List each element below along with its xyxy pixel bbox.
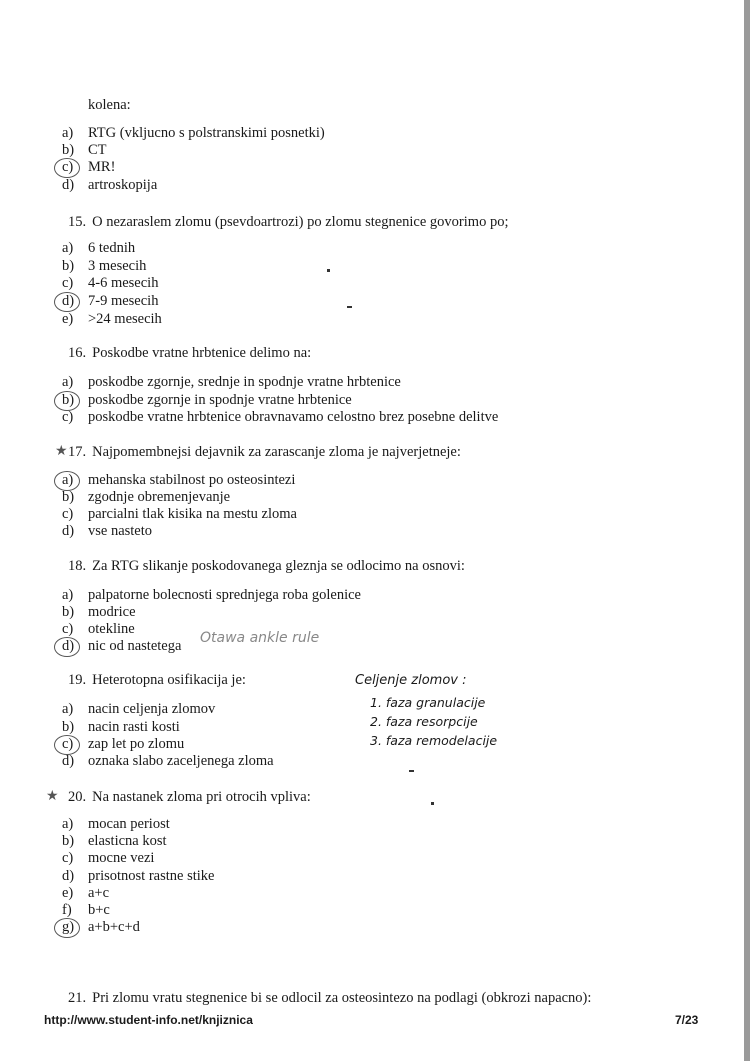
option-text: 4-6 mesecih	[88, 275, 159, 291]
option-letter: a)	[62, 816, 74, 832]
option-text: 7-9 mesecih	[88, 293, 159, 309]
option-text: elasticna kost	[88, 833, 167, 849]
question-text: Pri zlomu vratu stegnenice bi se odlocil za osteosintezo na podlagi (obkrozi napacno):	[92, 990, 592, 1006]
option-text: mocan periost	[88, 816, 170, 832]
option-text: prisotnost rastne stike	[88, 868, 215, 884]
option-text: nacin celjenja zlomov	[88, 701, 216, 717]
option-letter: c)	[62, 850, 74, 866]
option-letter: d)	[62, 753, 75, 769]
option-letter: d)	[62, 868, 75, 884]
question-19	[68, 671, 246, 689]
option-text: zgodnje obremenjevanje	[88, 489, 231, 505]
question-18	[68, 557, 465, 575]
option-letter: a)	[62, 240, 74, 256]
option-text: parcialni tlak kisika na mestu zloma	[88, 506, 297, 522]
option-text: 6 tednih	[88, 240, 136, 256]
option-text: artroskopija	[88, 177, 158, 193]
option-letter: a)	[62, 701, 74, 717]
option-letter: a)	[62, 374, 74, 390]
option-letter: d)	[62, 523, 75, 539]
option-text: RTG (vkljucno s polstranskimi posnetki)	[88, 125, 325, 141]
answer-circle-mark	[54, 292, 80, 312]
scan-speck	[347, 306, 352, 308]
option-text: a+b+c+d	[88, 919, 140, 935]
answer-circle-mark	[54, 158, 80, 178]
option-letter: c)	[62, 275, 74, 291]
option-letter: b)	[62, 392, 75, 408]
option-letter: b)	[62, 719, 75, 735]
option-letter: b)	[62, 258, 75, 274]
option-letter: c)	[62, 159, 74, 175]
answer-circle-mark	[54, 637, 80, 657]
continuation-text: kolena:	[88, 97, 131, 113]
option-text: MR!	[88, 159, 116, 175]
question-text: Za RTG slikanje poskodovanega gleznja se odlocimo na osnovi:	[92, 558, 465, 574]
option-text: palpatorne bolecnosti sprednjega roba golenice	[88, 587, 361, 603]
option-text: b+c	[88, 902, 110, 918]
option-letter: d)	[62, 293, 75, 309]
option-letter: b)	[62, 489, 75, 505]
star-mark-icon: ★	[55, 444, 68, 459]
page-number: 7/23	[675, 1013, 699, 1027]
scan-edge	[744, 0, 750, 1061]
option-text: nic od nastetega	[88, 638, 182, 654]
question-17	[68, 443, 461, 461]
question-text: Na nastanek zloma pri otrocih vpliva:	[92, 789, 311, 805]
handwritten-notes-title: Celjenje zlomov :	[355, 673, 467, 688]
question-16	[68, 344, 311, 362]
option-text: mocne vezi	[88, 850, 155, 866]
option-text: vse nasteto	[88, 523, 153, 539]
option-letter: c)	[62, 409, 74, 425]
option-text: poskodbe zgornje, srednje in spodnje vratne hrbtenice	[88, 374, 401, 390]
handwritten-note-line: 3. faza remodelacije	[370, 733, 498, 748]
option-text: oznaka slabo zaceljenega zloma	[88, 753, 274, 769]
scan-speck	[409, 770, 414, 772]
option-letter: d)	[62, 638, 75, 654]
question-20	[68, 788, 311, 806]
question-number: 18.	[68, 558, 87, 574]
handwritten-note-line: 2. faza resorpcije	[370, 714, 478, 729]
option-letter: a)	[62, 472, 74, 488]
option-text: poskodbe vratne hrbtenice obravnavamo celostno brez posebne delitve	[88, 409, 499, 425]
question-text: O nezaraslem zlomu (psevdoartrozi) po zlomu stegnenice govorimo po;	[92, 214, 509, 230]
option-letter: a)	[62, 125, 74, 141]
option-text: nacin rasti kosti	[88, 719, 180, 735]
option-letter: g)	[62, 919, 75, 935]
option-text: poskodbe zgornje in spodnje vratne hrbtenice	[88, 392, 352, 408]
option-letter: e)	[62, 311, 74, 327]
scan-speck	[431, 802, 434, 805]
option-letter: d)	[62, 177, 75, 193]
star-mark-icon: ★	[46, 789, 59, 804]
handwritten-note-line: 1. faza granulacije	[370, 695, 486, 710]
option-text: >24 mesecih	[88, 311, 162, 327]
option-letter: b)	[62, 604, 75, 620]
option-text: otekline	[88, 621, 135, 637]
question-text: Heterotopna osifikacija je:	[92, 672, 246, 688]
question-21	[68, 989, 591, 1007]
question-15	[68, 213, 508, 231]
option-text: a+c	[88, 885, 110, 901]
answer-circle-mark	[54, 918, 80, 938]
option-letter: e)	[62, 885, 74, 901]
option-letter: a)	[62, 587, 74, 603]
option-text: CT	[88, 142, 107, 158]
option-letter: c)	[62, 506, 74, 522]
option-text: mehanska stabilnost po osteosintezi	[88, 472, 296, 488]
question-number: 17.	[68, 444, 87, 460]
option-text: zap let po zlomu	[88, 736, 185, 752]
option-letter: b)	[62, 142, 75, 158]
question-number: 16.	[68, 345, 87, 361]
option-text: 3 mesecih	[88, 258, 147, 274]
handwritten-note: Otawa ankle rule	[200, 630, 320, 646]
question-number: 20.	[68, 789, 87, 805]
option-letter: c)	[62, 736, 74, 752]
question-number: 19.	[68, 672, 87, 688]
question-text: Poskodbe vratne hrbtenice delimo na:	[92, 345, 312, 361]
question-text: Najpomembnejsi dejavnik za zarascanje zloma je najverjetneje:	[92, 444, 461, 460]
option-letter: c)	[62, 621, 74, 637]
option-text: modrice	[88, 604, 136, 620]
footer-url-link[interactable]: http://www.student-info.net/knjiznica	[44, 1013, 253, 1027]
question-number: 15.	[68, 214, 87, 230]
option-letter: b)	[62, 833, 75, 849]
scan-speck	[327, 269, 330, 272]
option-letter: f)	[62, 902, 72, 918]
question-number: 21.	[68, 990, 87, 1006]
